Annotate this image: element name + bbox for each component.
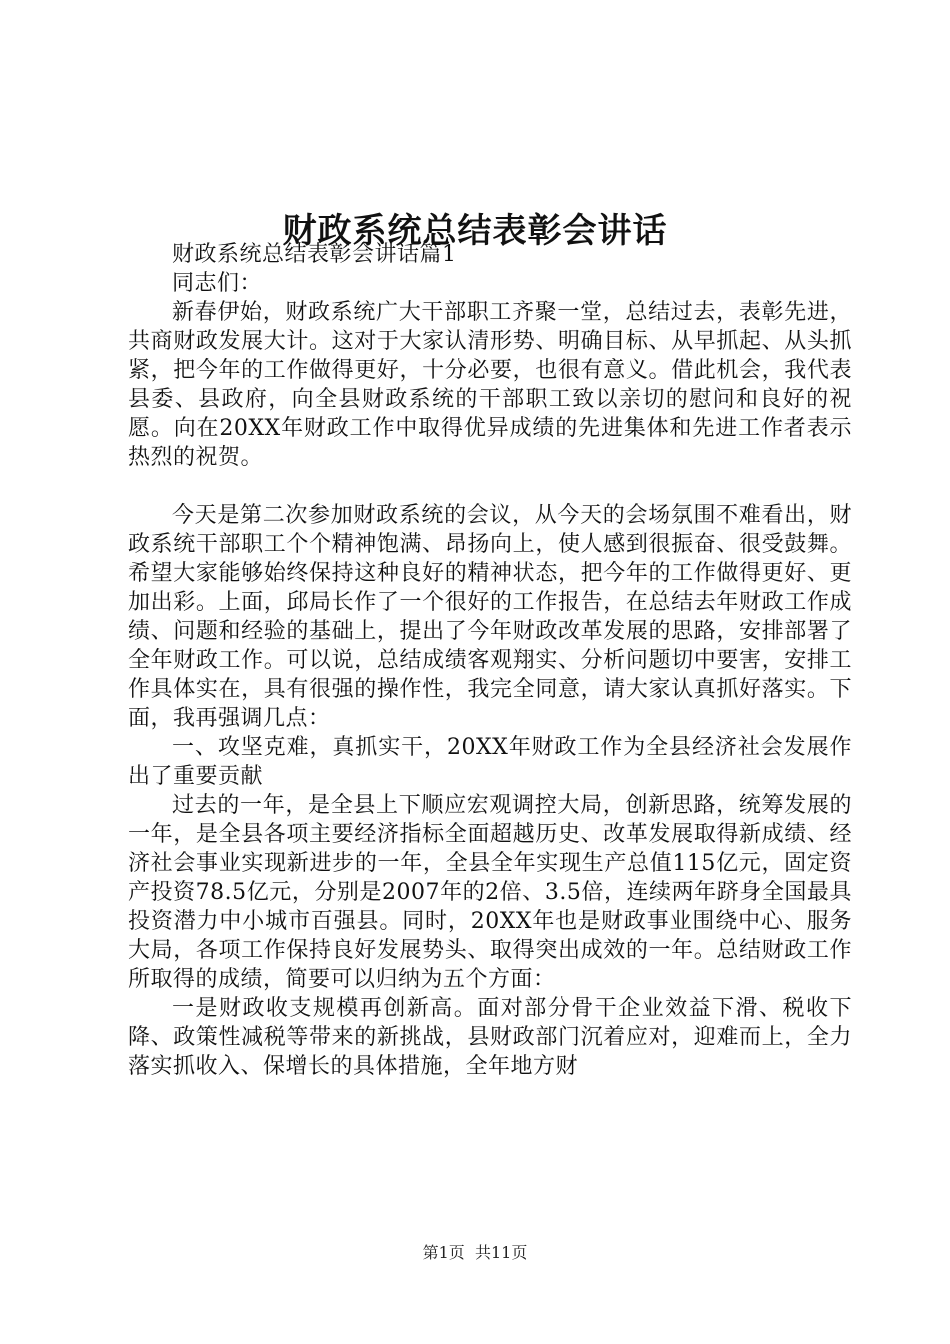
- page-number: 第1页: [422, 1243, 465, 1262]
- body-paragraph: 一是财政收支规模再创新高。面对部分骨干企业效益下滑、税收下降、政策性减税等带来的新挑战，县财政部门沉着应对，迎难而上，全力落实抓收入、保增长的具体措施，全年地方财: [128, 996, 852, 1079]
- body-paragraph: 过去的一年，是全县上下顺应宏观调控大局，创新思路，统筹发展的一年，是全县各项主要经济指标全面超越历史、改革发展取得新成绩、经济社会事业实现新进步的一年，全县全年实现生产总值115亿元，固定资产投资78.5亿元，分别是2007年的2倍、3.5倍，连续两年跻身全国最具投资潜力中小城市百强县。同时，20XX年也是财政事业围绕中心、服务大局，各项工作保持良好发展势头、取得突出成效的一年。总结财政工作所取得的成绩，简要可以归纳为五个方面：: [128, 793, 852, 992]
- body-paragraph: 新春伊始，财政系统广大干部职工齐聚一堂，总结过去，表彰先进，共商财政发展大计。这对于大家认清形势、明确目标、从早抓起、从头抓紧，把今年的工作做得更好，十分必要，也很有意义。借此机会，我代表县委、县政府，向全县财政系统的干部职工致以亲切的慰问和良好的祝愿。向在20XX年财政工作中取得优异成绩的先进集体和先进工作者表示热烈的祝贺。: [128, 300, 852, 470]
- page-footer: [0, 1243, 950, 1263]
- salutation: 同志们：: [172, 271, 263, 296]
- document-title: 财政系统总结表彰会讲话: [282, 210, 668, 251]
- subsection-heading: 一、攻坚克难，真抓实干，20XX年财政工作为全县经济社会发展作出了重要贡献: [128, 735, 852, 789]
- page-total: 共11页: [474, 1243, 528, 1262]
- body-paragraph: 今天是第二次参加财政系统的会议，从今天的会场氛围不难看出，财政系统干部职工个个精神饱满、昂扬向上，使人感到很振奋、很受鼓舞。希望大家能够始终保持这种良好的精神状态，把今年的工作做得更好、更加出彩。上面，邱局长作了一个很好的工作报告，在总结去年财政工作成绩、问题和经验的基础上，提出了今年财政改革发展的思路，安排部署了全年财政工作。可以说，总结成绩客观翔实、分析问题切中要害，安排工作具体实在，具有很强的操作性，我完全同意，请大家认真抓好落实。下面，我再强调几点：: [128, 503, 852, 731]
- section-heading: 财政系统总结表彰会讲话篇1: [172, 242, 457, 267]
- document-body: [128, 240, 852, 1081]
